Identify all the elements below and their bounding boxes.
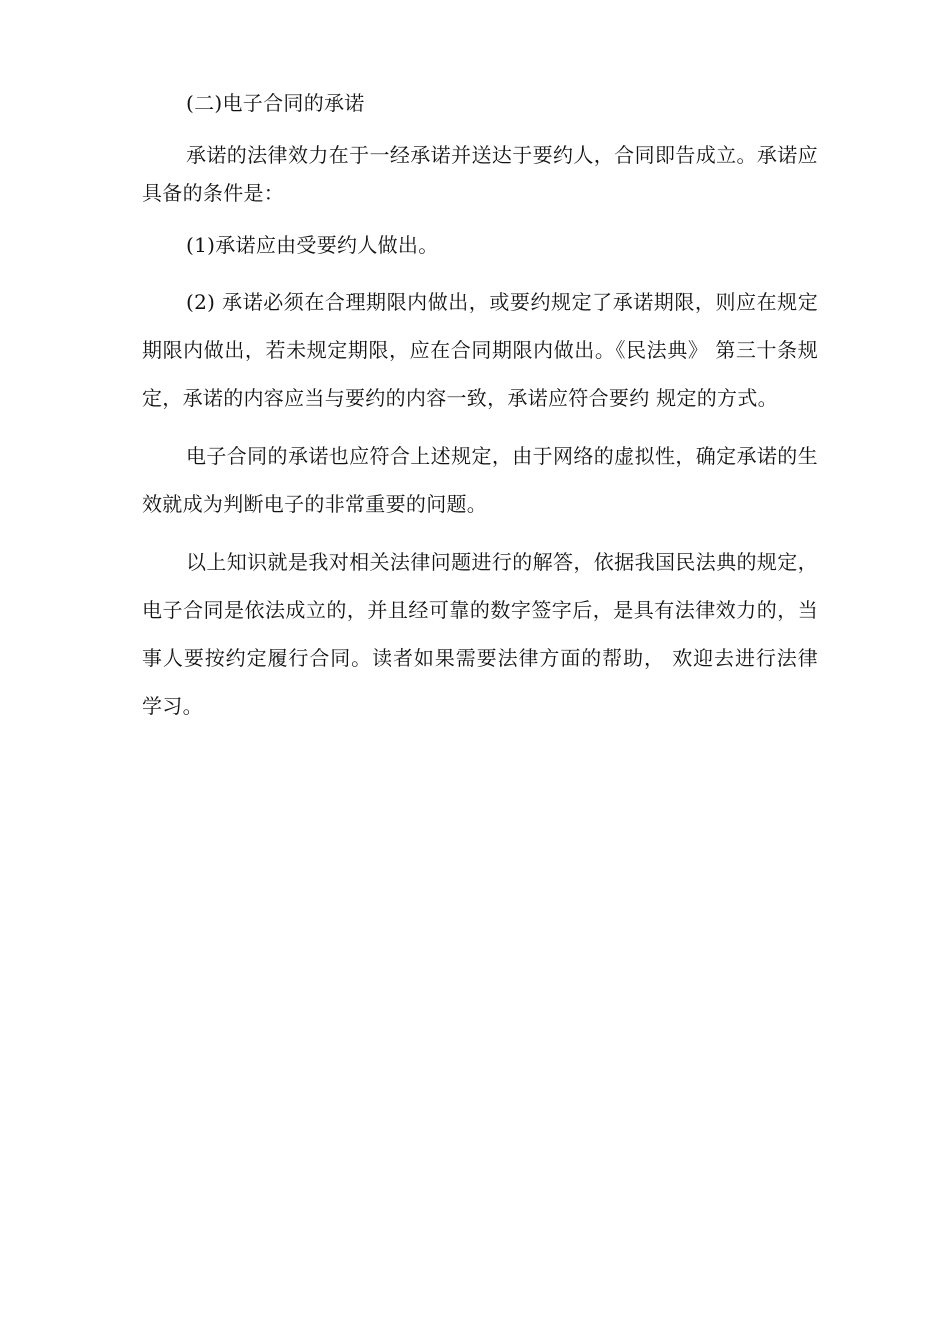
paragraph-condition-2: (2) 承诺必须在合理期限内做出，或要约规定了承诺期限，则应在规定期限内做出，若未规定期限，应在合同期限内做出。《民法典》 第三十条规定，承诺的内容应当与要约的内容一致，承诺应符合要约 规定的方式。 xyxy=(142,290,818,410)
document-body xyxy=(142,84,818,740)
paragraph-conclusion: 以上知识就是我对相关法律问题进行的解答，依据我国民法典的规定，电子合同是依法成立的，并且经可靠的数字签字后，是具有法律效力的，当事人要按约定履行合同。读者如果需要法律方面的帮助， 欢迎去进行法律学习。 xyxy=(142,550,818,718)
paragraph-electronic-acceptance: 电子合同的承诺也应符合上述规定，由于网络的虚拟性，确定承诺的生效就成为判断电子的非常重要的问题。 xyxy=(142,444,818,516)
paragraph-condition-1: (1)承诺应由受要约人做出。 xyxy=(186,233,439,257)
paragraph-acceptance-effect: 承诺的法律效力在于一经承诺并送达于要约人，合同即告成立。承诺应具备的条件是： xyxy=(142,143,818,205)
section-heading: (二)电子合同的承诺 xyxy=(186,91,365,115)
